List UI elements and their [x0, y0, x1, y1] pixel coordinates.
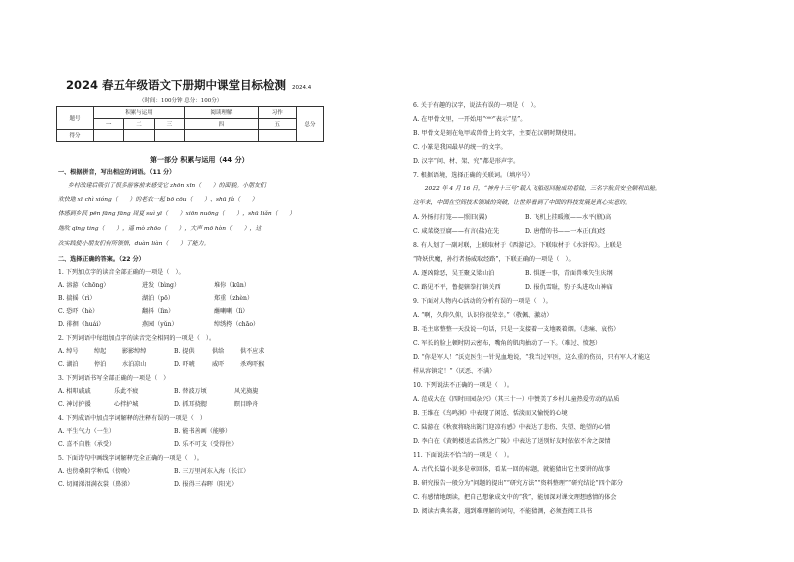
score-table-cell: 二: [124, 118, 154, 130]
score-table-cell: 三: [154, 118, 184, 130]
q1-line: 体感到乡民 pēn fāng fāng 周夏 suì yī（ ）xiōn nuōng（ ），shū liǎn（ ）: [58, 211, 296, 217]
q6-option: B. 甲骨文是刻在龟甲或兽骨上的文字，主要在汉朝时期使用。: [413, 130, 580, 137]
q2-1-option-c: C. 恐吓（hè） 翻抖（lìn） 蘸喇喇（lì）: [58, 308, 249, 315]
q1-line: 欢快地 xī chì xióng（ ）的老农一起 bō cōu（ ）、shū fà（ ）: [58, 197, 258, 203]
score-table-header: 习作: [258, 107, 296, 119]
q7-passage: 2022 年 4 月 16 日，“神舟十三号”载人飞船返回舱成功着陆，三名字航员安全顺利出舱。: [413, 186, 661, 192]
q6-option: A. 在甲骨文里，一开始用“⁰⁰⁰”表示“星”。: [413, 116, 527, 123]
q10-option: C. 陆游在《秋夜将晓出篱门迎凉有感》中表达了悲伤、失望、绝望的心情: [413, 424, 611, 431]
q9-option: 样从容镇定！”（厌恶、不满）: [413, 368, 496, 375]
q7-stem: 7. 根据语境，选择正确的关联词。（填序号）: [413, 172, 534, 179]
q2-2-options-ab: A. 绰号 绰起 影影绰绰 B. 提供 供给 供不应求: [58, 348, 265, 355]
q2-1-option-b: B. 揣摇（rì） 湖泊（pō） 郑重（zhèn）: [58, 295, 254, 302]
q10-stem: 10. 下列说法不正确的一项是（ ）。: [413, 382, 513, 389]
score-table-header: 题号: [57, 107, 94, 130]
q2-5-stem: 5. 下面诗句中画线字词解释完全正确的一项是（ ）。: [58, 455, 203, 462]
score-table-cell: 一: [94, 118, 124, 130]
q11-option: A. 古代长篇小说多是章回体，看某一回的标题，就能猜出它主要讲的故事: [413, 466, 611, 473]
q2-4-options-ab: A. 平生气力（一生） B. 能书善画（能够）: [58, 428, 232, 435]
q1-line: 地吹 qīng ting（ ），遥 mò zhōo（ ），大声 mō hòn（ ），这: [58, 226, 262, 232]
q2-1-option-d: D. 徘徊（huái） 燕园（yǔn） 绰绣挎（chāo）: [58, 321, 260, 328]
q7-options-cd: C. 咸菜烧豆腐——有言(盐)在先 D. 唐僧的书——一本正(真)经: [413, 228, 606, 235]
q2-4-stem: 4. 下列成语中加点字词解释的注释有误的一项是（ ）: [58, 415, 206, 422]
q2-5-options-cd: C. 切闻涕泪满衣裳（鼻涕） D. 报得三春晖（阳光）: [58, 481, 238, 488]
score-table-label: 得分: [57, 130, 94, 142]
score-table: [56, 106, 324, 142]
q9-stem: 9. 下面对人物内心活动的分析有误的一项是（ ）。: [413, 298, 552, 305]
q2-3-stem: 3. 下列词语书写全部正确的一项是（ ）: [58, 375, 170, 382]
q11-option: C. 有感情地朗读，把自己想象成文中的“我”，能加深对课文理想感情的体会: [413, 494, 617, 501]
q11-option: D. 阅读古典名著，遇到难理解的词句，不能猜测，必须查阅工具书: [413, 508, 593, 515]
q9-option: D. “你是军人！”沃克医生一针见血地说，“我当过军医，这么重的伤员，只有军人才能这: [413, 354, 651, 361]
q1-line: 次实践使小朋友们有所领悟，duàn liàn（ ）了能力。: [58, 241, 210, 247]
q6-option: C. 小篆是我国最早的统一的文字。: [413, 144, 507, 151]
q9-option: A. “啊，久仰久仰，认识你很荣幸。”（敬佩、激动）: [413, 312, 553, 319]
q7-passage: 这年来，中国在空间技术领域的突破，让世界看到了中国的科技发展是真心实意的。: [413, 200, 631, 206]
score-cell-blank: [154, 130, 184, 142]
q10-option: D. 李白在《黄鹤楼送孟浩然之广陵》中表达了送别好友时依依不舍之深情: [413, 438, 611, 445]
score-cell-blank: [185, 130, 259, 142]
q10-option: A. 范成大在《四时田园杂兴》（其三十一）中赞美了乡村儿童热爱劳动的品质: [413, 396, 620, 403]
q11-stem: 11. 下面说法不恰当的一项是（ ）。: [413, 452, 513, 459]
part1-heading: 第一部分 积累与运用（44 分）: [150, 156, 249, 164]
score-cell-blank: [258, 130, 296, 142]
score-table-header: 阅读理解: [185, 107, 259, 119]
q8-options-ab: A. 逐凶除恶，吴王聚义梁山泊 B. 惧逐一事，青面兽乘矢生庆纲: [413, 270, 613, 277]
q2-5-options-ab: A. 也傍桑阴学种瓜（傍晚） B. 三万里河东入海（长江）: [58, 468, 250, 475]
q2-3-options-ab: A. 相叩戚戚 乐此不疲 B. 替波万顷 风光旖旎: [58, 388, 259, 395]
q8-options-cd: C. 路见不平，鲁提辖拳打镇关西 D. 报仇雪耻，豹子头进攻山神庙: [413, 284, 613, 291]
q8-stem: 8. 有人划了一副对联，上联取材于《西游记》。下联取材于《水浒传》。上联是: [413, 242, 622, 249]
q9-option: B. 毛主席整整一天没说一句话，只是一支接着一支地吸着烟。（悲痛、哀伤）: [413, 326, 620, 333]
q10-option: B. 王维在《鸟鸣涧》中表现了闲适、恬淡而又愉悦的心境: [413, 410, 568, 417]
q2-1-stem: 1. 下列加点字的读音全部正确的一项是（ ）。: [58, 269, 185, 276]
q1-heading: 一、根据拼音，写出相应的词语。（11 分）: [58, 169, 176, 176]
q2-2-stem: 2. 下列词语中每组加点字的读音完全相同的一项是（ ）。: [58, 335, 216, 342]
score-cell-blank: [124, 130, 154, 142]
score-table-header: 总分: [297, 107, 324, 142]
q1-line: 乡村改建后吸引了很多游客前来感受它 zhōn xīn（ ）的面貌。小朋友们: [68, 183, 266, 189]
score-table-header: 积累与运用: [94, 107, 185, 119]
score-table-cell: 四: [185, 118, 259, 130]
q2-heading: 二、选择正确的答案。（22 分）: [58, 256, 145, 263]
q2-2-options-cd: C. 湖泊 停泊 水泊凉山 D. 吓唬 威吓 杀鸡吓猴: [58, 361, 265, 368]
q2-3-options-cd: C. 神讨护援 心拌护城 D. 抓耳挠腮 瞑目睁舟: [58, 401, 259, 408]
q6-option: D. 汉字“问、材、架、究”都是形声字。: [413, 158, 520, 165]
q8-stem-2: “降妖伏魔，孙行者扬威取经路”，下联正确的一项是（ ）。: [413, 256, 575, 263]
score-table-cell: 五: [258, 118, 296, 130]
q6-stem: 6. 关于有趣的汉字，说法有误的一项是（ ）。: [413, 102, 540, 109]
exam-subtitle: （时间：100分钟 总分：100分）: [139, 98, 223, 104]
q2-4-options-cd: C. 喜不自胜（承受） D. 乐不可支（受得住）: [58, 441, 238, 448]
page-title: 2024 春五年级语文下册期中课堂目标检测 2024.4: [66, 78, 312, 92]
exam-date: 2024.4: [292, 85, 312, 91]
q2-1-option-a: A. 溶游（chōng） 进发（bìng） 堆你（kūn）: [58, 282, 250, 289]
q9-option: C. 军长的脸上顿时阴云密布，嘴角的肌肉抽动了一下。（难过、愤怒）: [413, 340, 602, 347]
score-cell-blank: [94, 130, 124, 142]
q7-options-ab: A. 外扬打打笼——照旧(翼) B. 飞机上挂暖瓶——水平(瓶)高: [413, 214, 612, 221]
q11-option: B. 研究报告一般分为“问题的提出”“研究方法”“资料整理”“研究结论”四个部分: [413, 480, 623, 487]
